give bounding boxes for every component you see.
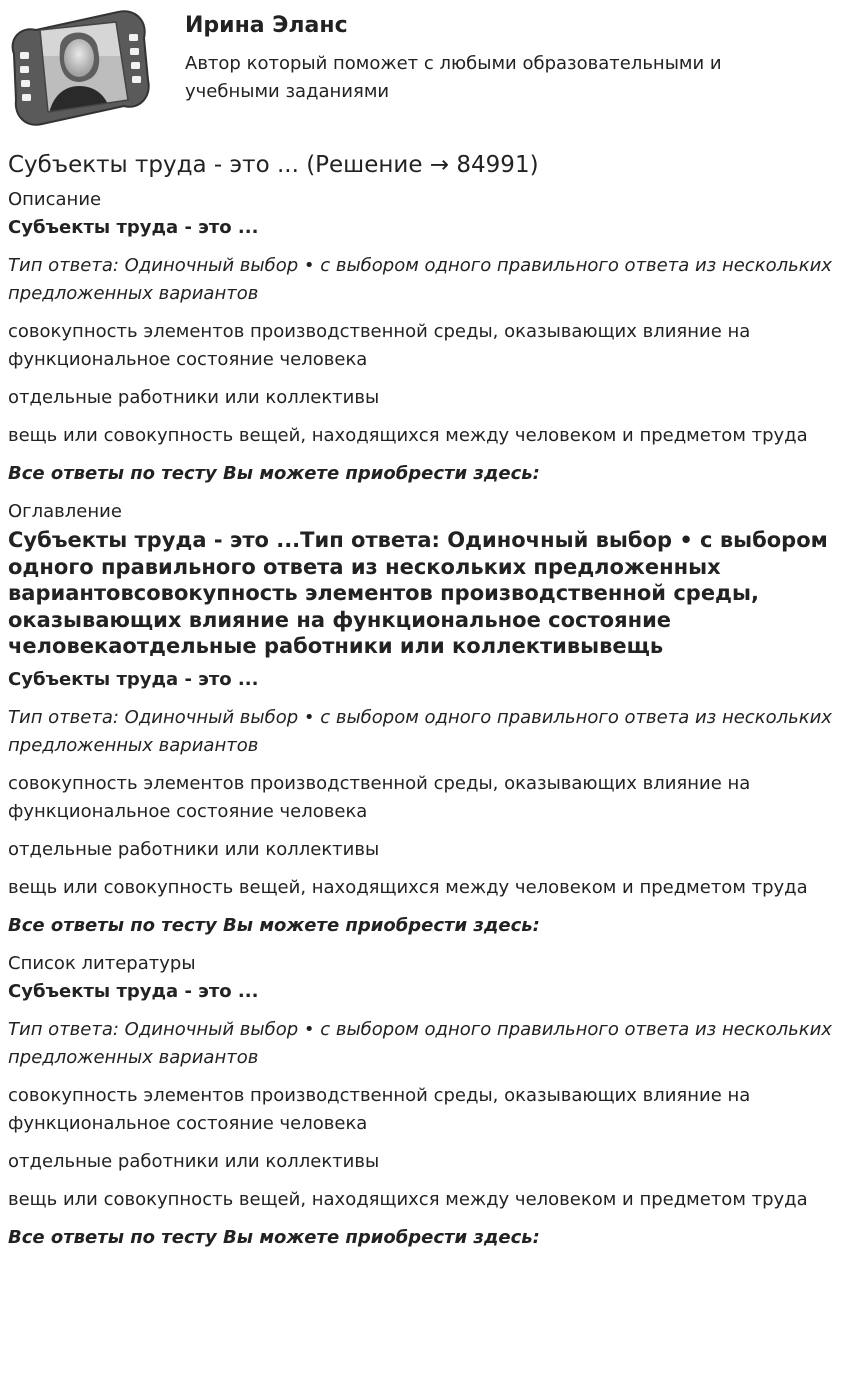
literature-section — [8, 950, 838, 1252]
answer-type: Тип ответа: Одиночный выбор • с выбором одного правильного ответа из нескольких предложенных вариантов — [8, 1018, 832, 1068]
answer-option: отдельные работники или коллективы — [8, 387, 380, 408]
buy-answers-text: Все ответы по тесту Вы можете приобрести здесь: — [8, 463, 540, 484]
main-content — [8, 149, 838, 1262]
avatar-film-frame-icon — [8, 8, 150, 126]
author-card — [0, 0, 847, 140]
answer-option: совокупность элементов производственной среды, оказывающих влияние на функциональное состояние человека — [8, 321, 751, 370]
question-title: Субъекты труда - это ... — [8, 668, 259, 690]
answer-option: совокупность элементов производственной среды, оказывающих влияние на функциональное состояние человека — [8, 1084, 751, 1134]
description-section — [8, 186, 838, 488]
answer-option: совокупность элементов производственной среды, оказывающих влияние на функциональное состояние человека — [8, 772, 751, 822]
section-label-toc: Оглавление — [8, 501, 122, 522]
answer-option: отдельные работники или коллективы — [8, 838, 380, 860]
question-title: Субъекты труда - это ... — [8, 980, 259, 1002]
answer-type: Тип ответа: Одиночный выбор • с выбором одного правильного ответа из нескольких предложенных вариантов — [8, 255, 832, 304]
answer-option: вещь или совокупность вещей, находящихся между человеком и предметом труда — [8, 1188, 808, 1210]
page-title: Субъекты труда - это ... (Решение → 84991) — [8, 152, 539, 178]
author-name: Ирина Эланс — [185, 13, 348, 38]
buy-answers-text: Все ответы по тесту Вы можете приобрести здесь: — [8, 914, 540, 936]
author-avatar — [8, 8, 150, 126]
section-label-description: Описание — [8, 189, 102, 210]
answer-option: отдельные работники или коллективы — [8, 1150, 380, 1172]
toc-heading: Субъекты труда - это ...Тип ответа: Одиночный выбор • с выбором одного правильного ответа из нескольких предложенных вариантовсовокупность элементов производственной среды, оказывающих влияние на функциональное состояние человекаотдельные работники или коллективывещь — [8, 528, 828, 658]
answer-option: вещь или совокупность вещей, находящихся между человеком и предметом труда — [8, 425, 808, 446]
question-title: Субъекты труда - это ... — [8, 217, 259, 238]
section-label-literature: Список литературы — [8, 952, 196, 974]
buy-answers-text: Все ответы по тесту Вы можете приобрести здесь: — [8, 1226, 540, 1248]
answer-option: вещь или совокупность вещей, находящихся между человеком и предметом труда — [8, 876, 808, 898]
author-description: Автор который поможет с любыми образовательными и учебными заданиями — [185, 53, 722, 102]
toc-section — [8, 498, 838, 940]
answer-type: Тип ответа: Одиночный выбор • с выбором одного правильного ответа из нескольких предложенных вариантов — [8, 706, 832, 756]
